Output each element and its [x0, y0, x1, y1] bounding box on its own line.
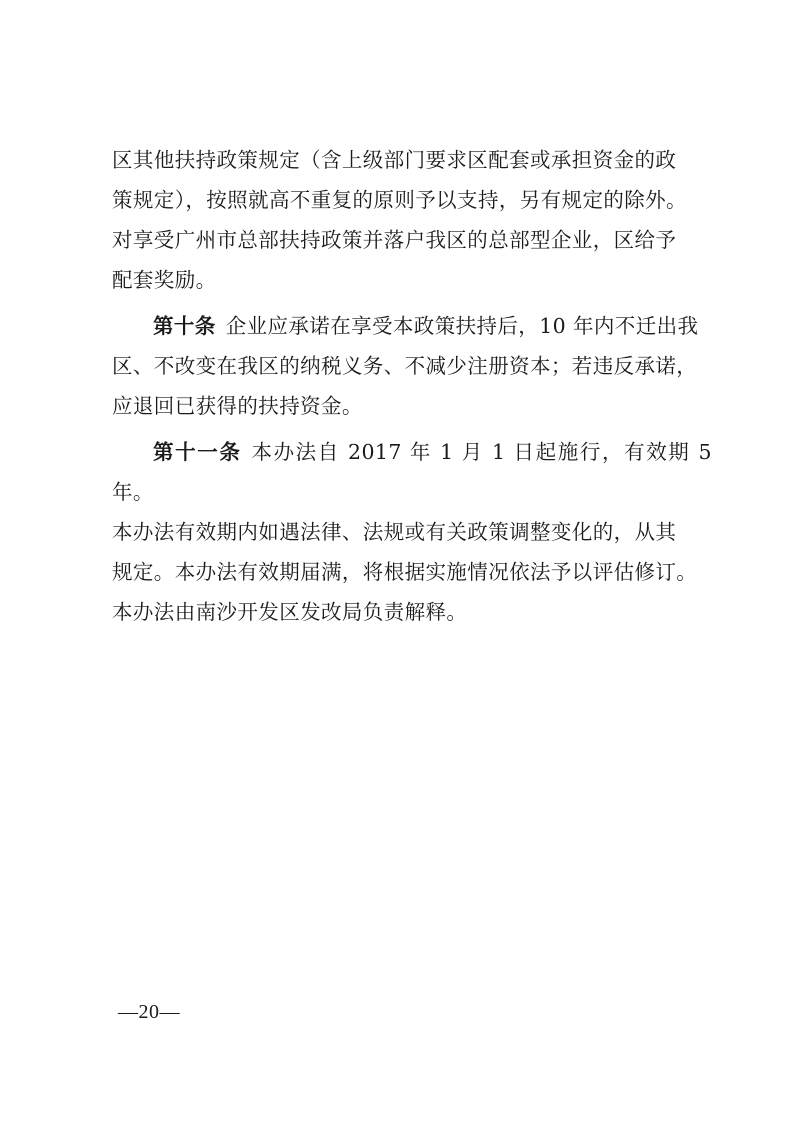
text-line: 本办法由南沙开发区发改局负责解释。 — [112, 600, 468, 624]
text-line: 对享受广州市总部扶持政策并落户我区的总部型企业，区给予 — [112, 228, 677, 252]
text-line-content: 本办法自 2017 年 1 月 1 日起施行，有效期 5 年。 — [112, 440, 712, 504]
document-body — [112, 140, 712, 638]
text-line: 本办法有效期内如遇法律、法规或有关政策调整变化的，从其 — [112, 520, 677, 544]
paragraph-article-10 — [112, 306, 712, 426]
article-label: 第十条 — [153, 314, 216, 338]
text-line — [112, 306, 712, 346]
text-line: 应退回已获得的扶持资金。 — [112, 394, 363, 418]
article-label: 第十一条 — [153, 440, 242, 464]
text-line: 配套奖励。 — [112, 268, 217, 292]
paragraph-article-11 — [112, 432, 712, 632]
page-number: —20— — [118, 1001, 180, 1023]
text-line — [112, 432, 712, 512]
text-line: 区其他扶持政策规定（含上级部门要求区配套或承担资金的政 — [112, 148, 677, 172]
text-line: 区、不改变在我区的纳税义务、不减少注册资本；若违反承诺， — [112, 354, 698, 378]
text-line-content: 企业应承诺在享受本政策扶持后，10 年内不迁出我 — [225, 314, 699, 338]
text-line: 规定。本办法有效期届满，将根据实施情况依法予以评估修订。 — [112, 560, 698, 584]
paragraph-continuation — [112, 140, 712, 300]
text-line: 策规定），按照就高不重复的原则予以支持，另有规定的除外。 — [112, 188, 687, 212]
